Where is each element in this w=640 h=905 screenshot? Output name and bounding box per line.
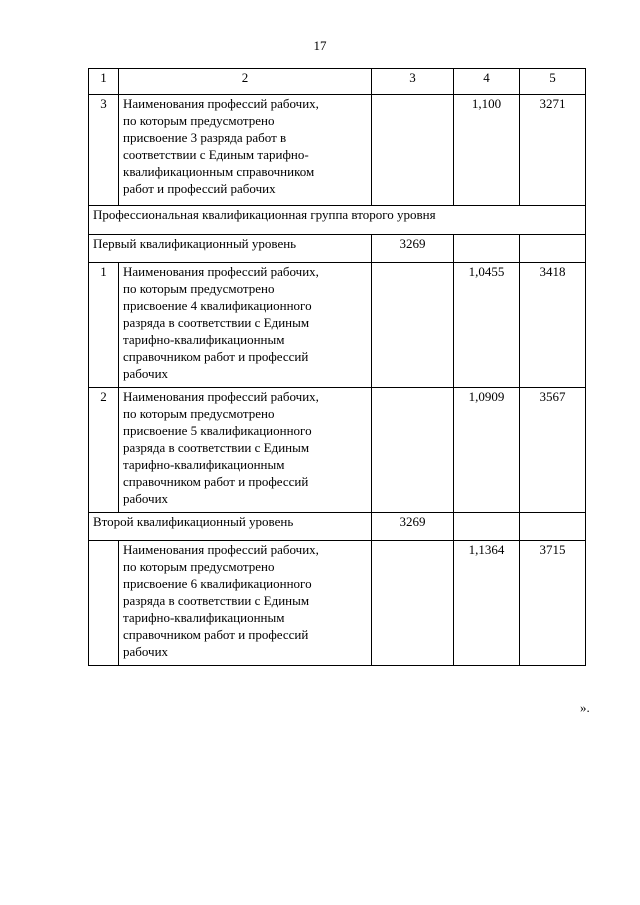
row-coefficient: 1,100 [454,95,520,206]
row-number: 3 [89,95,119,206]
table-header-row [89,69,586,95]
header-cell: 2 [119,69,372,95]
table-row [89,263,586,388]
row-base-salary [372,95,454,206]
empty-cell [454,235,520,263]
salary-table [88,68,586,666]
group-title: Профессиональная квалификационная группа второго уровня [89,206,586,235]
row-salary: 3715 [520,541,586,666]
empty-cell [454,513,520,541]
row-description: Наименования профессий рабочих, по которым предусмотрено присвоение 6 квалификационного разряда в соответствии с Единым тарифно-квалификационным справочником работ и профессий рабочих [119,541,372,666]
header-cell: 1 [89,69,119,95]
level-base-salary: 3269 [372,513,454,541]
row-description: Наименования профессий рабочих, по которым предусмотрено присвоение 3 разряда работ в соответствии с Единым тарифно- квалификационным справочником работ и профессий рабочих [119,95,372,206]
header-cell: 4 [454,69,520,95]
row-base-salary [372,388,454,513]
table-row [89,95,586,206]
level-row [89,235,586,263]
row-coefficient: 1,1364 [454,541,520,666]
level-base-salary: 3269 [372,235,454,263]
row-base-salary [372,263,454,388]
row-coefficient: 1,0455 [454,263,520,388]
page-number: 17 [313,38,327,53]
row-number: 2 [89,388,119,513]
row-salary: 3418 [520,263,586,388]
row-salary: 3271 [520,95,586,206]
row-number: 1 [89,263,119,388]
row-description: Наименования профессий рабочих, по которым предусмотрено присвоение 5 квалификационного разряда в соответствии с Единым тарифно-квалификационным справочником работ и профессий рабочих [119,388,372,513]
header-cell: 3 [372,69,454,95]
row-description: Наименования профессий рабочих, по которым предусмотрено присвоение 4 квалификационного разряда в соответствии с Единым тарифно-квалификационным справочником работ и профессий рабочих [119,263,372,388]
header-cell: 5 [520,69,586,95]
row-base-salary [372,541,454,666]
closing-quote: ». [580,700,590,715]
row-number [89,541,119,666]
empty-cell [520,513,586,541]
row-coefficient: 1,0909 [454,388,520,513]
table-row [89,541,586,666]
level-label: Второй квалификационный уровень [89,513,372,541]
level-row [89,513,586,541]
empty-cell [520,235,586,263]
row-salary: 3567 [520,388,586,513]
level-label: Первый квалификационный уровень [89,235,372,263]
table-row [89,388,586,513]
group-title-row [89,206,586,235]
